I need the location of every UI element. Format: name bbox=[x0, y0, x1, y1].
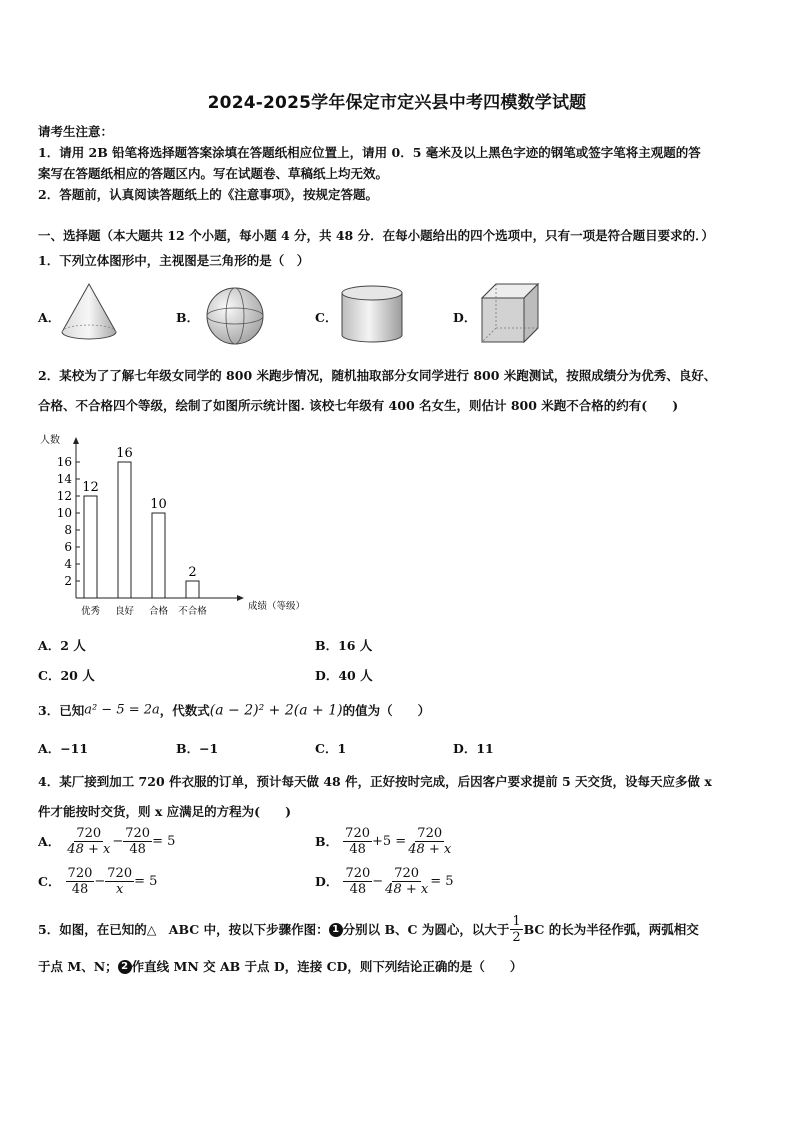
y-tick-label: 10 bbox=[56, 506, 72, 520]
x-axis-label: 成绩（等级） bbox=[248, 601, 306, 612]
cone-figure bbox=[58, 280, 120, 342]
x-tick-label: 合格 bbox=[148, 606, 169, 617]
y-axis-arrow-icon bbox=[73, 437, 79, 444]
cube-figure bbox=[478, 280, 542, 346]
notice-line-1: 1．请用 2B 铅笔将选择题答案涂填在答题纸相应位置上，请用 0．5 毫米及以上黑色字迹的钢笔或签字笔将主观题的答 bbox=[38, 145, 701, 160]
x-tick-label: 不合格 bbox=[178, 606, 207, 617]
y-tick-label: 2 bbox=[64, 574, 72, 588]
q4-line-1: 4．某厂接到加工 720 件衣服的订单，预计每天做 48 件，正好按时完成，后因客户要求提前 5 天交货，设每天应多做 x bbox=[38, 774, 712, 789]
notice-line-3: 2．答题前，认真阅读答题纸上的《注意事项》，按规定答题。 bbox=[38, 187, 378, 202]
q1-option-a-label: A． bbox=[38, 310, 61, 325]
q4-b-den2: 48 + x bbox=[408, 842, 452, 857]
q4-c-num2: 720 bbox=[107, 866, 133, 881]
q2-option-c: C．20 人 bbox=[38, 668, 95, 683]
bar-value-label: 2 bbox=[188, 565, 197, 580]
q1-option-b-label: B． bbox=[176, 310, 200, 325]
q4-d-den2: 48 + x bbox=[385, 882, 429, 897]
q4-c-rhs: = 5 bbox=[134, 874, 158, 889]
sphere-figure bbox=[203, 284, 267, 348]
bar bbox=[186, 581, 199, 598]
q3-equation: a² − 5 = 2a bbox=[84, 702, 160, 718]
q4-a-op: − bbox=[112, 834, 124, 849]
step-1-circled-icon: 1 bbox=[329, 923, 343, 937]
q3-option-c: C．1 bbox=[315, 741, 347, 756]
step-2-circled-icon: 2 bbox=[118, 960, 132, 974]
x-tick-label: 优秀 bbox=[80, 606, 101, 617]
y-tick-label: 14 bbox=[56, 472, 72, 486]
q4-b-den1: 48 bbox=[349, 842, 366, 857]
q2-option-d: D．40 人 bbox=[315, 668, 373, 683]
q2-line-2: 合格、不合格四个等级，绘制了如图所示统计图. 该校七年级有 400 名女生，则估计 800 米跑不合格的约有( ) bbox=[38, 398, 679, 413]
bar bbox=[152, 513, 165, 598]
q1-option-d-label: D． bbox=[453, 310, 477, 325]
x-tick-label: 良好 bbox=[114, 606, 135, 617]
q5-frac-den: 2 bbox=[512, 930, 521, 945]
q5-line-1 bbox=[38, 912, 699, 947]
q3-expression: (a − 2)² + 2(a + 1) bbox=[209, 702, 343, 719]
q4-line-2: 件才能按时交货，则 x 应满足的方程为( ) bbox=[38, 804, 291, 819]
q4-a-num2: 720 bbox=[125, 826, 151, 841]
q4-a-rhs: = 5 bbox=[152, 834, 176, 849]
q1-option-c-label: C． bbox=[315, 310, 338, 325]
q4-option-b bbox=[315, 826, 453, 857]
q4-c-op: − bbox=[94, 874, 106, 889]
q4-a-den2: 48 bbox=[129, 842, 146, 857]
q4-a-den1: 48 + x bbox=[67, 842, 111, 857]
q4-a-num1: 720 bbox=[76, 826, 102, 841]
q3-option-a: A．−11 bbox=[38, 741, 89, 756]
q4-d-rhs: = 5 bbox=[430, 874, 454, 889]
q4-d-num1: 720 bbox=[345, 866, 371, 881]
q5-part-1: 5．如图，在已知的△ ABC 中，按以下步骤作图： bbox=[38, 922, 329, 937]
section-heading: 一、选择题（本大题共 12 个小题，每小题 4 分，共 48 分．在每小题给出的四个选项中，只有一项是符合题目要求的．） bbox=[38, 228, 714, 243]
y-tick-label: 16 bbox=[56, 455, 72, 469]
q4-option-c bbox=[38, 866, 157, 897]
q3-option-d: D．11 bbox=[453, 741, 494, 756]
bar-value-label: 10 bbox=[150, 497, 167, 512]
q5-part-3: BC 的长为半径作弧，两弧相交 bbox=[523, 922, 699, 937]
q4-option-d bbox=[315, 866, 454, 897]
q2-option-a: A．2 人 bbox=[38, 638, 86, 653]
q5-line-2 bbox=[38, 956, 522, 975]
bar-value-label: 16 bbox=[116, 446, 133, 461]
q3-option-b: B．−1 bbox=[176, 741, 219, 756]
q3-middle: ，代数式 bbox=[159, 703, 210, 718]
bar bbox=[84, 496, 97, 598]
q2-line-1: 2．某校为了了解七年级女同学的 800 米跑步情况，随机抽取部分女同学进行 800 米跑测试，按照成绩分为优秀、良好、 bbox=[38, 368, 717, 383]
q4-a-label: A． bbox=[38, 834, 61, 849]
q2-option-b: B．16 人 bbox=[315, 638, 373, 653]
page-title: 2024-2025学年保定市定兴县中考四模数学试题 bbox=[207, 93, 587, 113]
q5-part-4: 于点 M、N； bbox=[38, 959, 118, 974]
q5-part-2: 分别以 B、C 为圆心，以大于 bbox=[342, 922, 510, 937]
q4-d-op: − bbox=[372, 874, 384, 889]
q3-suffix: 的值为（ ） bbox=[342, 703, 431, 718]
q4-b-num1: 720 bbox=[345, 826, 370, 841]
y-tick-label: 6 bbox=[64, 540, 72, 554]
y-tick-label: 8 bbox=[64, 523, 72, 537]
q5-part-5: 作直线 MN 交 AB 于点 D，连接 CD，则下列结论正确的是（ ） bbox=[131, 959, 523, 974]
q4-c-den2: x bbox=[116, 882, 124, 897]
q4-c-label: C． bbox=[38, 874, 61, 889]
notice-heading: 请考生注意： bbox=[38, 124, 114, 139]
q4-d-label: D． bbox=[315, 874, 339, 889]
x-axis-arrow-icon bbox=[237, 595, 244, 601]
q4-option-a bbox=[38, 826, 175, 857]
q1-stem: 1．下列立体图形中，主视图是三角形的是（ ） bbox=[38, 253, 310, 268]
q3-stem bbox=[38, 700, 430, 721]
q4-d-den1: 48 bbox=[349, 882, 367, 897]
q4-c-num1: 720 bbox=[67, 866, 93, 881]
y-axis-label: 人数 bbox=[40, 435, 60, 446]
notice-line-2: 案写在答题纸相应的答题区内。写在试题卷、草稿纸上均无效。 bbox=[38, 166, 389, 181]
q4-b-op: +5 = bbox=[372, 834, 407, 849]
cylinder-figure bbox=[338, 283, 406, 347]
q4-d-num2: 720 bbox=[394, 866, 420, 881]
q4-c-den1: 48 bbox=[71, 882, 89, 897]
q4-b-label: B． bbox=[315, 834, 339, 849]
q5-frac-num: 1 bbox=[512, 914, 521, 929]
y-tick-label: 4 bbox=[64, 557, 72, 571]
y-tick-label: 12 bbox=[56, 489, 72, 503]
bar bbox=[118, 462, 131, 598]
bar-chart bbox=[36, 430, 306, 626]
q4-b-num2: 720 bbox=[417, 826, 443, 841]
q3-prefix: 3．已知 bbox=[38, 703, 85, 718]
bar-value-label: 12 bbox=[82, 480, 99, 495]
